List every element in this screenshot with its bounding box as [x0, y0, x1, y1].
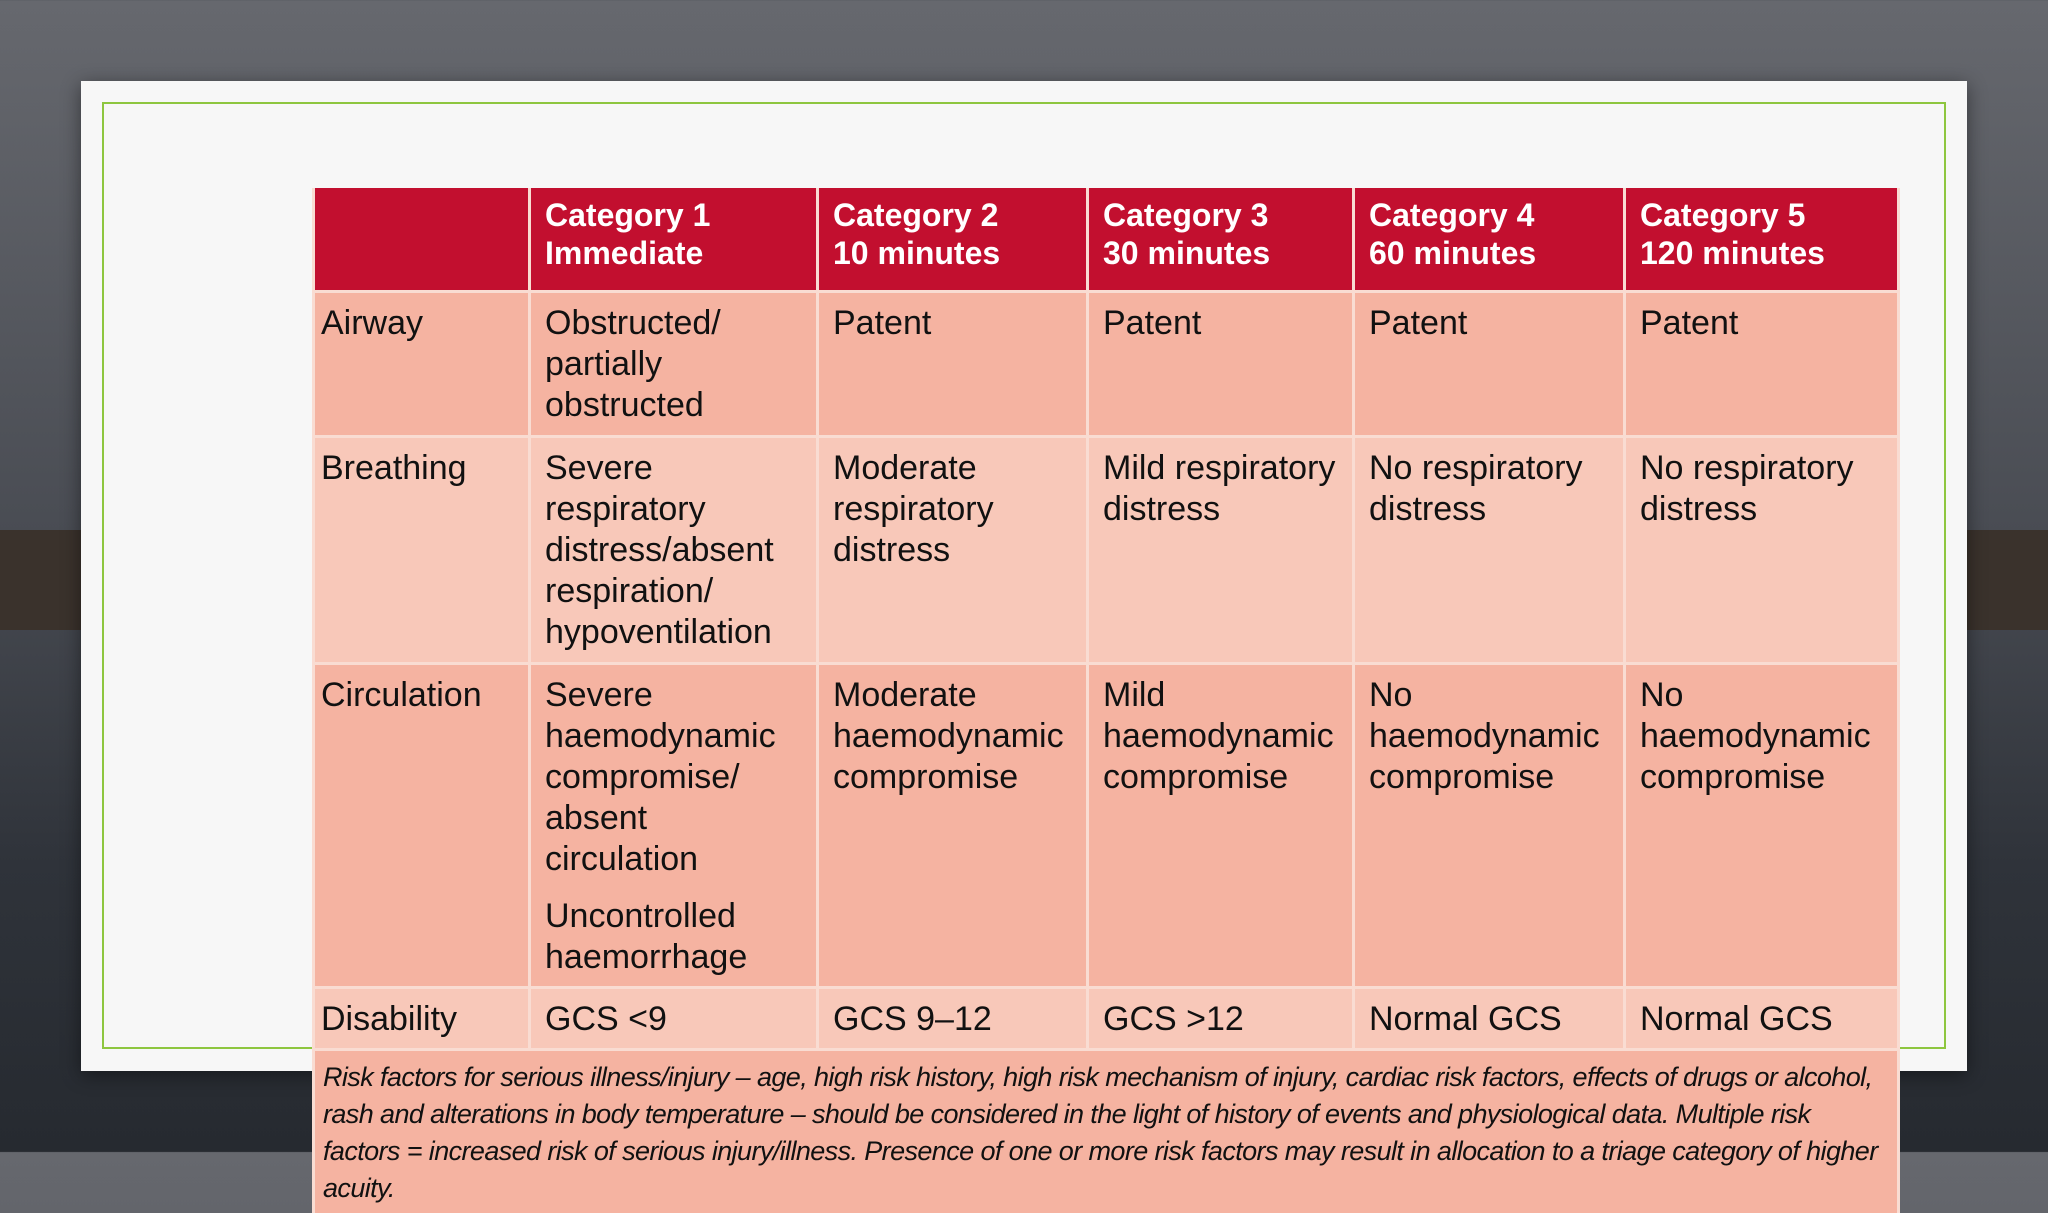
table-cell: [530, 664, 818, 988]
table-cell: GCS <9: [530, 988, 818, 1050]
table-cell: Normal GCS: [1625, 988, 1899, 1050]
row-label-breathing: Breathing: [314, 437, 530, 664]
header-category-5: [1625, 188, 1899, 292]
table-cell: GCS 9–12: [818, 988, 1088, 1050]
triage-table: [312, 188, 1900, 1213]
header-category-3: [1088, 188, 1354, 292]
header-category-3-title: Category 3: [1103, 196, 1338, 234]
table-cell: Moderate haemodynamic compromise: [818, 664, 1088, 988]
table-cell: Patent: [818, 292, 1088, 437]
table-cell: Moderate respiratory distress: [818, 437, 1088, 664]
table-row-breathing: [314, 437, 1899, 664]
table-cell: Patent: [1625, 292, 1899, 437]
table-cell: Severe respiratory distress/absent respiration/ hypoventilation: [530, 437, 818, 664]
header-category-5-time: 120 minutes: [1640, 234, 1883, 272]
table-cell: Mild haemodynamic compromise: [1088, 664, 1354, 988]
table-cell: Patent: [1354, 292, 1625, 437]
table-cell: GCS >12: [1088, 988, 1354, 1050]
table-cell: No respiratory distress: [1354, 437, 1625, 664]
risk-factors-note: Risk factors for serious illness/injury – age, high risk history, high risk mechanism of injury, cardiac risk factors, effects of drugs or alcohol, rash and alterations in body temperature – should be considered in the light of history of events and physiological data. Multiple risk factors = increased risk of serious injury/illness. Presence of one or more risk factors may result in allocation to a triage category of higher acuity.: [314, 1050, 1899, 1213]
table-row-disability: [314, 988, 1899, 1050]
row-label-airway: Airway: [314, 292, 530, 437]
header-category-4-time: 60 minutes: [1369, 234, 1609, 272]
header-category-4: [1354, 188, 1625, 292]
cell-extra-text: Uncontrolled haemorrhage: [545, 896, 802, 978]
cell-text: Severe haemodynamic compromise/ absent circulation: [545, 675, 802, 880]
header-category-2: [818, 188, 1088, 292]
table-cell: Mild respiratory distress: [1088, 437, 1354, 664]
header-category-2-time: 10 minutes: [833, 234, 1072, 272]
header-category-1-time: Immediate: [545, 234, 802, 272]
row-label-disability: Disability: [314, 988, 530, 1050]
table-cell: Patent: [1088, 292, 1354, 437]
table-cell: No haemodynamic compromise: [1354, 664, 1625, 988]
header-corner-cell: [314, 188, 530, 292]
header-row: [314, 188, 1899, 292]
slide: [81, 81, 1967, 1071]
table-row-airway: [314, 292, 1899, 437]
header-category-1: [530, 188, 818, 292]
table-cell: No haemodynamic compromise: [1625, 664, 1899, 988]
table-cell: No respiratory distress: [1625, 437, 1899, 664]
header-category-3-time: 30 minutes: [1103, 234, 1338, 272]
row-label-circulation: Circulation: [314, 664, 530, 988]
header-category-4-title: Category 4: [1369, 196, 1609, 234]
table-cell: Obstructed/ partially obstructed: [530, 292, 818, 437]
header-category-2-title: Category 2: [833, 196, 1072, 234]
header-category-1-title: Category 1: [545, 196, 802, 234]
table-row-notes: [314, 1050, 1899, 1213]
header-category-5-title: Category 5: [1640, 196, 1883, 234]
table-row-circulation: [314, 664, 1899, 988]
table-cell: Normal GCS: [1354, 988, 1625, 1050]
